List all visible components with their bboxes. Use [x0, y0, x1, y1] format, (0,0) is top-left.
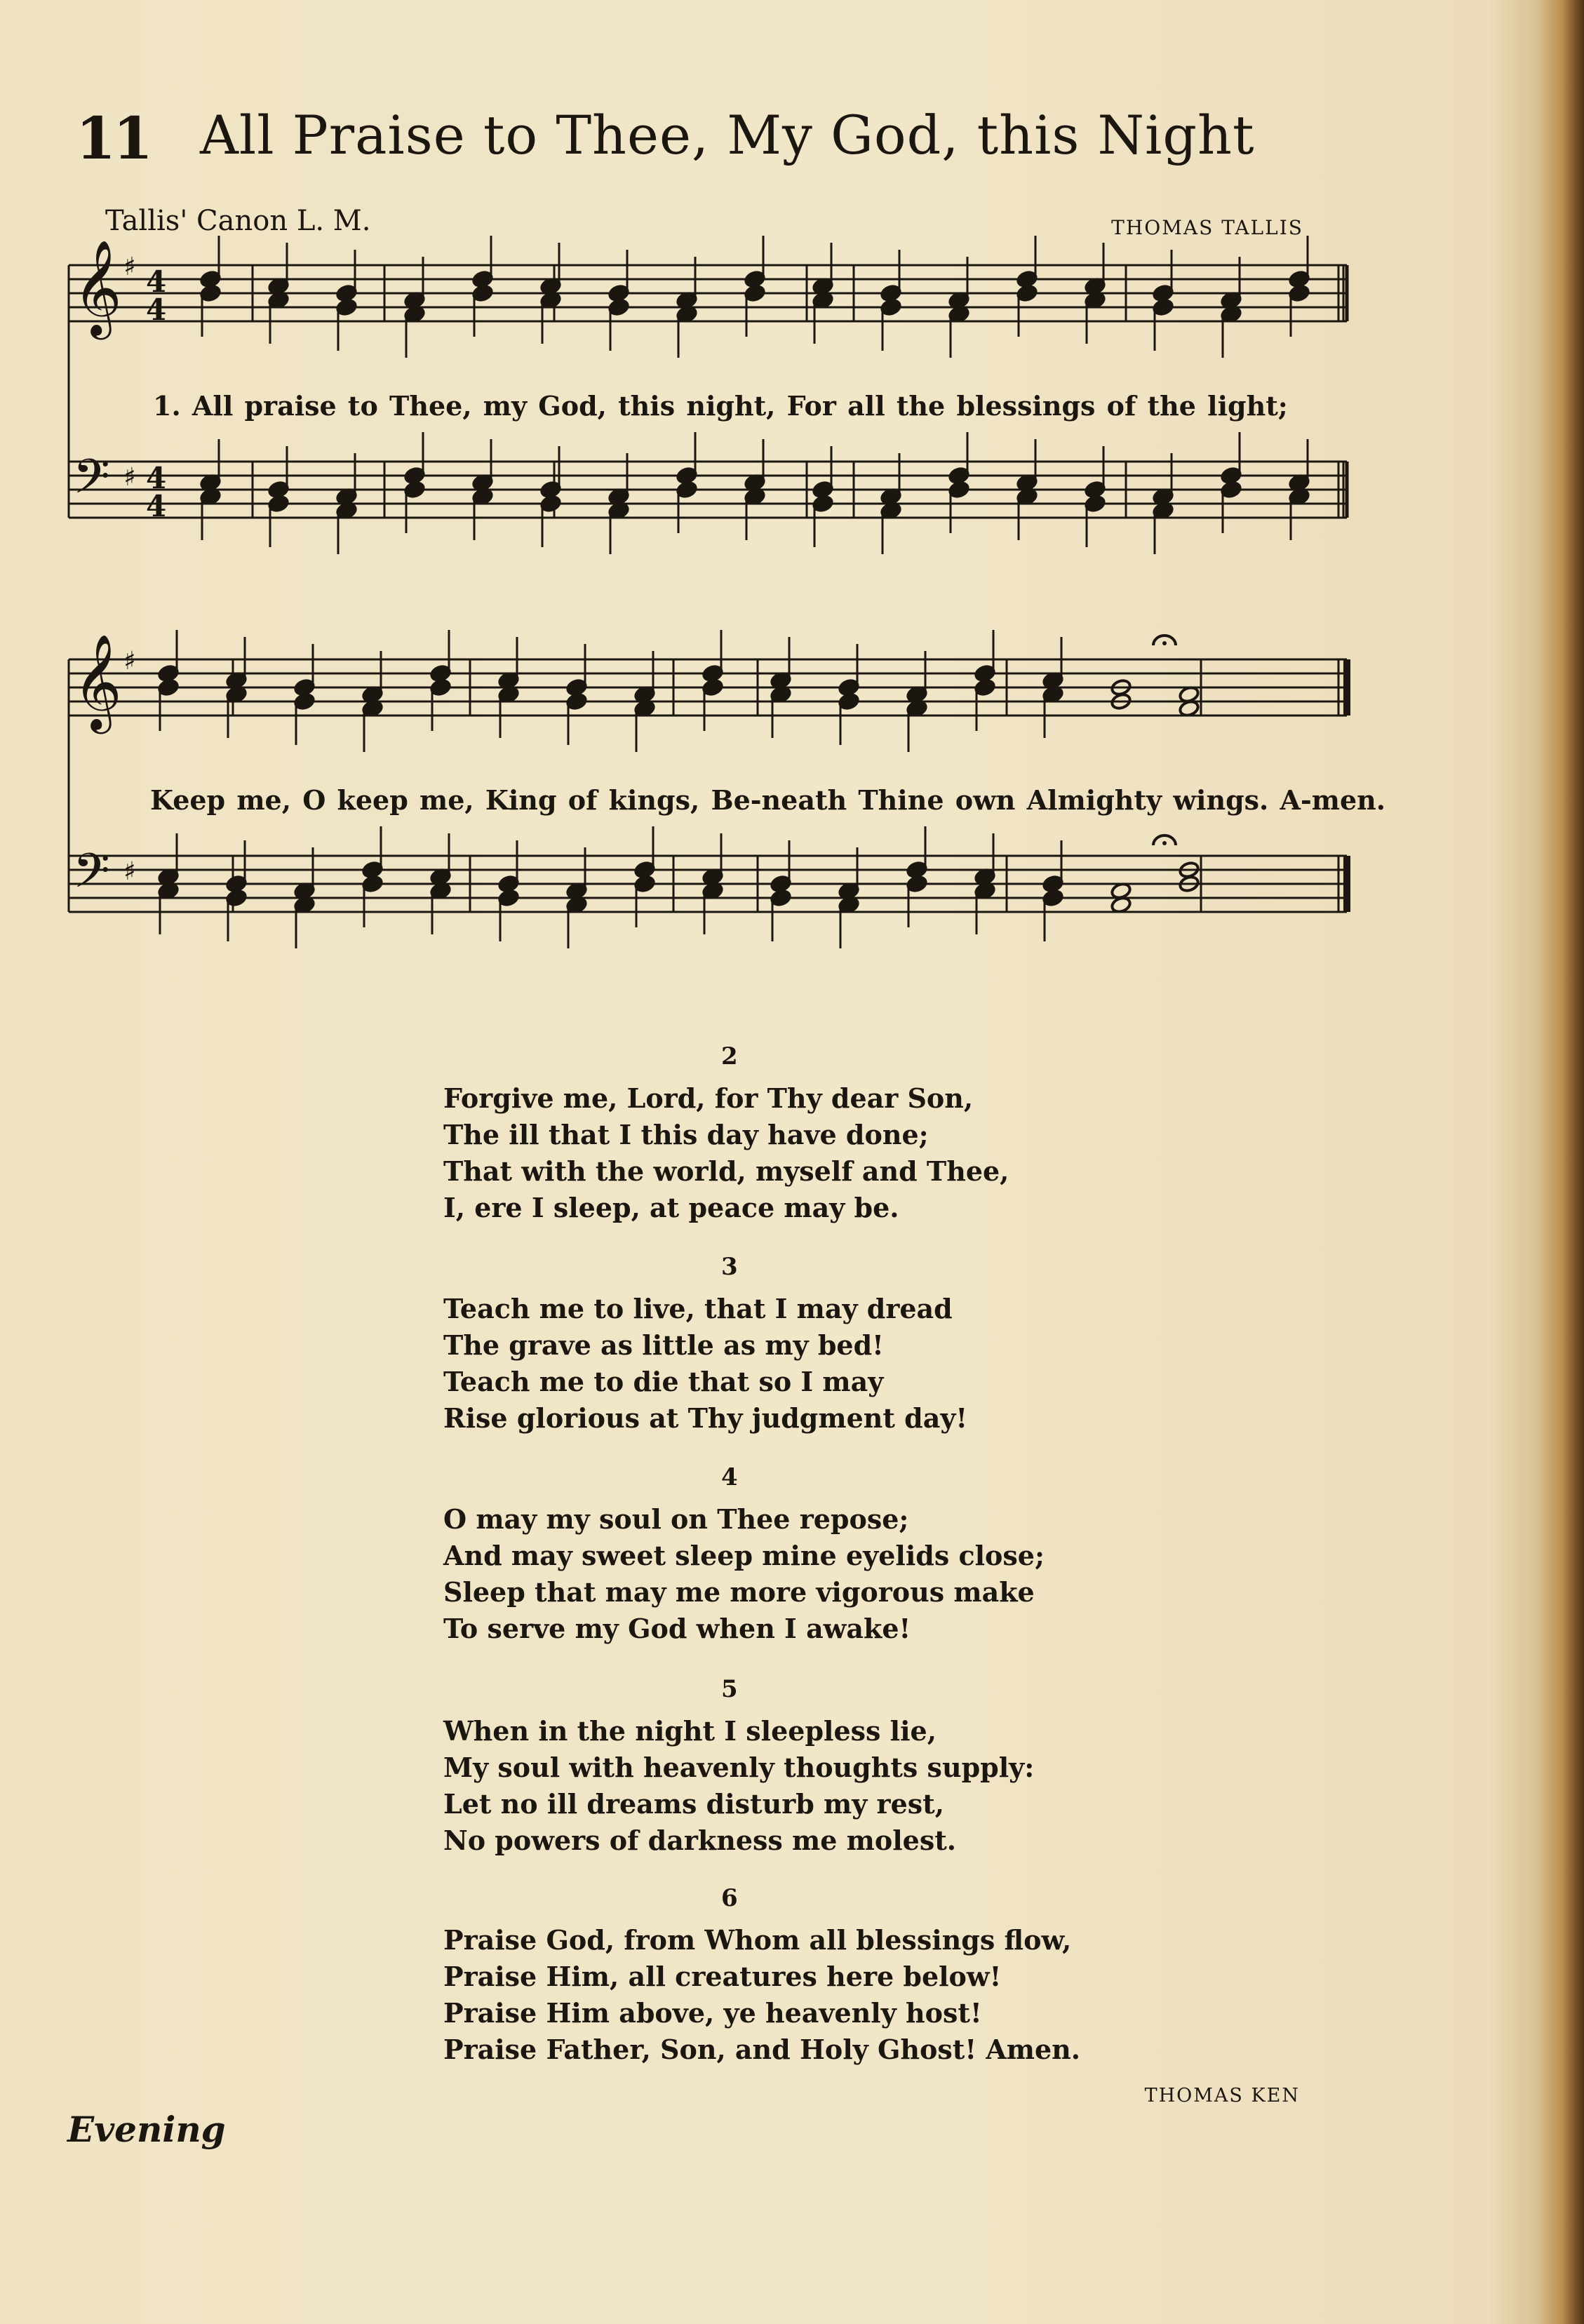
fermata-dot [1162, 641, 1167, 645]
time-signature-top: 4 [146, 264, 167, 299]
verse-line: Praise Father, Son, and Holy Ghost! Amen. [443, 2034, 1080, 2065]
verse-line: Rise glorious at Thy judgment day! [443, 1402, 968, 1434]
verse-line: To serve my God when I awake! [443, 1613, 911, 1644]
verse-line: Praise Him, all creatures here below! [443, 1961, 1002, 1992]
verse-line: No powers of darkness me molest. [443, 1825, 956, 1856]
sharp-icon: ♯ [123, 857, 136, 886]
verse-line: I, ere I sleep, at peace may be. [443, 1192, 899, 1223]
hymn-number: 11 [76, 105, 151, 173]
composer-credit: THOMAS TALLIS [1111, 216, 1303, 239]
bass-clef-icon: 𝄢 [73, 450, 110, 516]
verse-number: 3 [721, 1253, 738, 1281]
verse-line: The grave as little as my bed! [443, 1329, 884, 1361]
hymn-title: All Praise to Thee, My God, this Night [200, 104, 1255, 166]
treble-clef-icon: 𝄞 [73, 239, 122, 335]
author-credit: THOMAS KEN [1144, 2085, 1300, 2107]
verse-line: O may my soul on Thee repose; [443, 1503, 909, 1535]
treble-clef-icon: 𝄞 [73, 633, 122, 730]
time-signature-top: 4 [146, 461, 167, 495]
verse-line: The ill that I this day have done; [443, 1119, 929, 1150]
verse-number: 5 [721, 1675, 738, 1703]
verse-line: Forgive me, Lord, for Thy dear Son, [443, 1082, 974, 1114]
verse-number: 4 [721, 1463, 738, 1491]
time-signature-bottom: 4 [146, 293, 167, 327]
time-signature-bottom: 4 [146, 489, 167, 523]
category-label: Evening [67, 2109, 226, 2150]
sharp-icon: ♯ [123, 647, 136, 676]
sharp-icon: ♯ [123, 463, 136, 492]
tune-name: Tallis' Canon L. M. [105, 205, 371, 237]
bass-clef-icon: 𝄢 [73, 844, 110, 911]
verse-number: 2 [721, 1042, 738, 1070]
verse-line: My soul with heavenly thoughts supply: [443, 1752, 1035, 1783]
verse-line: Sleep that may me more vigorous make [443, 1576, 1035, 1608]
verse-line: When in the night I sleepless lie, [443, 1715, 937, 1747]
lyrics-line-2: Keep me, O keep me, King of kings, Be-neath Thine own Almighty wings. A-men. [150, 784, 1385, 816]
verse-line: Let no ill dreams disturb my rest, [443, 1788, 944, 1820]
fermata-dot [1162, 841, 1167, 845]
verse-line: Praise God, from Whom all blessings flow, [443, 1924, 1072, 1956]
verse-line: And may sweet sleep mine eyelids close; [443, 1540, 1045, 1571]
music-score [0, 0, 1584, 1052]
verse-line: Praise Him above, ye heavenly host! [443, 1997, 982, 2029]
sharp-icon: ♯ [123, 253, 136, 281]
verse-line: That with the world, myself and Thee, [443, 1155, 1009, 1187]
lyrics-line-1: 1. All praise to Thee, my God, this night, For all the blessings of the light; [153, 390, 1288, 422]
verse-number: 6 [721, 1884, 738, 1912]
verse-line: Teach me to live, that I may dread [443, 1293, 953, 1324]
verse-line: Teach me to die that so I may [443, 1366, 884, 1397]
